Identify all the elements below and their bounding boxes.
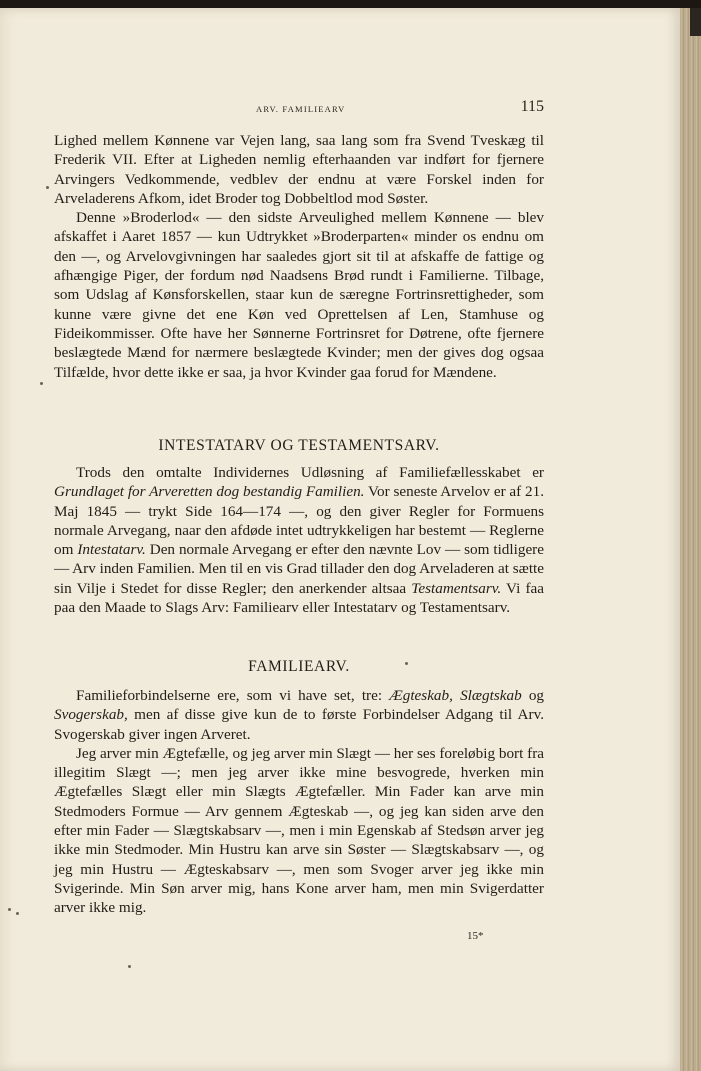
paragraph-continuation: Lighed mellem Kønnene var Vejen lang, saa lang som fra Svend Tveskæg til Frederik VII. Efter at Ligheden nemlig efterhaanden var indført for fjernere Arvingers Vedkommende, vedblev der endnu at være Forskel inden for Arveladerens Afkom, idet Broder tog Dobbeltlod mod Søster. xyxy=(54,132,544,207)
paragraph-intestatarv xyxy=(54,463,544,617)
emphasis-text: Grundlaget for Arveretten dog bestandig Familien. xyxy=(54,483,365,501)
text-run: Familieforbindelserne ere, som vi have set, tre: xyxy=(76,687,390,704)
margin-speck xyxy=(8,908,11,911)
margin-speck xyxy=(405,662,408,665)
text-run: og xyxy=(521,687,545,704)
scan-top-border xyxy=(0,0,701,8)
text-run: men af disse give kun de to første Forbindelser Adgang til Arv. Svogerskab giver ingen Arveret. xyxy=(54,706,544,743)
page-number: 115 xyxy=(520,98,544,115)
margin-speck xyxy=(16,912,19,915)
running-head xyxy=(240,98,560,118)
running-title: ARV. FAMILIEARV xyxy=(256,104,346,114)
binding-corner xyxy=(690,8,701,36)
section-heading-intestatarv: INTESTATARV OG TESTAMENTSARV. xyxy=(158,437,440,454)
margin-speck xyxy=(46,186,49,189)
paragraph-arveregler: Jeg arver min Ægtefælle, og jeg arver min Slægt — her ses foreløbig bort fra illegitim Slægt —; men jeg arver ikke mine besvogrede, hverken min Ægtefælles Slægt eller min Slægts Ægtefæller. Min Fader kan arve min Stedmoders Formue — Arv gennem Ægteskab —, og jeg kan siden arve den efter min Fader — Slægtskabsarv —, men i min Egenskab af Stedsøn arver jeg ikke min Stedmoder. Min Hustru kan arve sin Søster — Slægtskabsarv —, og jeg min Hustru — Ægteskabsarv —, men som Svoger arver jeg ikke min Svigerinde. Min Søn arver mig, hans Kone arver ham, men min Svigerdatter arver ikke mig. xyxy=(54,744,544,917)
text-run: Vi faa paa den Maade to Slags Arv: Familiearv eller Intestatarv og Testamentsarv. xyxy=(54,579,545,617)
text-run: Trods den omtalte Individernes Udløsning af Familiefællesskabet er xyxy=(76,464,544,481)
emphasis-text: Ægteskab, Slægtskab xyxy=(389,687,522,704)
opening-text-block xyxy=(54,131,544,382)
intestatarv-text-block xyxy=(54,463,544,617)
signature-mark: 15* xyxy=(467,930,484,942)
text-run: Den normale Arvegang er efter den nævnte Lov — som tidligere — Arv inden Familien. Men til en vis Grad tillader den dog Arveladeren at sætte sin Vilje i Stedet for disse Regler; den anerkender altsaa xyxy=(54,541,544,597)
margin-speck xyxy=(40,382,43,385)
section-heading-familiearv: FAMILIEARV. xyxy=(248,658,350,675)
emphasis-text: Intestatarv. xyxy=(77,541,146,559)
emphasis-text: Svogerskab, xyxy=(54,706,128,724)
margin-speck xyxy=(128,965,131,968)
paragraph-broderlod: Denne »Broderlod« — den sidste Arveulighed mellem Kønnene — blev afskaffet i Aaret 1857 — kun Udtrykket »Broderparten« minder os endnu om den —, og Arvelovgivningen har saaledes gjort sit til at afskaffe de fattige og afhængige Piger, der fordum nød Naadsens Brød rundt i Familierne. Tilbage, som Udslag af Kønsforskellen, staar kun de særegne Fortrinsrettigheder, som kunne være givne det ene Køn ved Oprettelsen af Len, Stamhuse og Fideikommisser. Ofte have her Sønnerne Fortrinsret for Døtrene, ofte fjernere beslægtede Mænd for nærmere beslægtede Kvinder; men der gives dog ogsaa Tilfælde, hvor dette ikke er saa, ja hvor Kvinder gaa forud for Mændene. xyxy=(54,209,544,381)
text-run: Vor seneste Arvelov er af 21. Maj 1845 — trykt Side 164—174 —, og den giver Regler for Formuens normale Arvegang, naar den afdøde intet udtrykkeligen har bestemt — Reglerne om xyxy=(54,483,545,559)
familiearv-text-block xyxy=(54,686,544,918)
emphasis-text: Testamentsarv. xyxy=(411,579,502,597)
paragraph-familieforbindelser xyxy=(54,686,544,744)
page-stack-edge xyxy=(680,8,701,1071)
